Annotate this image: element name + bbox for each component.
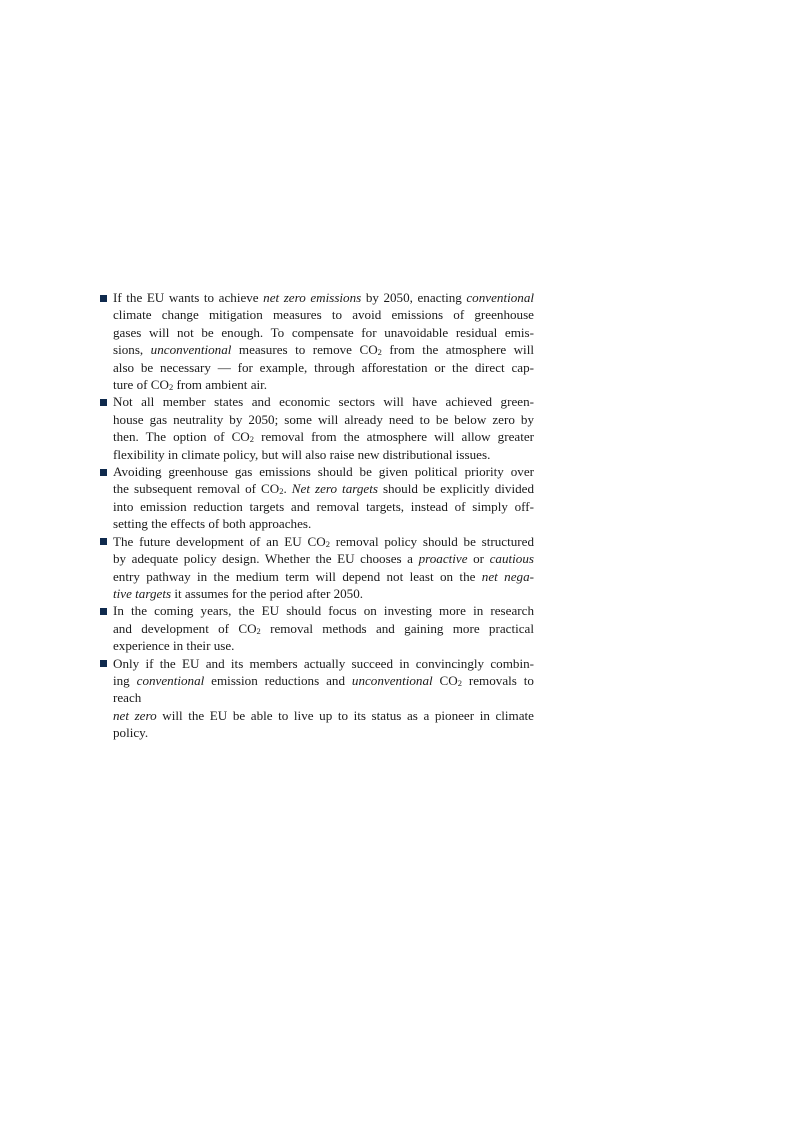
- text-run: entry pathway in the medium term will depend not least on the: [113, 568, 482, 584]
- text-run: from the atmosphere will: [381, 342, 534, 358]
- subscript: 2: [256, 625, 261, 636]
- text-line: [113, 324, 534, 341]
- text-line: [113, 724, 534, 741]
- text-run: or: [467, 551, 490, 567]
- text-line: [113, 393, 534, 410]
- text-line: [113, 707, 534, 724]
- bullet-item: [98, 602, 534, 654]
- bullet-item: [98, 655, 534, 742]
- subscript: 2: [377, 347, 382, 358]
- text-run: If the EU wants to achieve: [113, 290, 264, 305]
- italic-term: Net zero targets: [291, 481, 378, 497]
- subscript: 2: [169, 382, 174, 393]
- text-run: measures to remove CO: [231, 342, 378, 358]
- text-run: emission reductions and: [204, 672, 352, 688]
- text-run: setting the effects of both approaches.: [113, 516, 312, 532]
- text-run: flexibility in climate policy, but will also raise new distributional issues.: [113, 446, 491, 462]
- text-run: by adequate policy design. Whether the EU chooses a: [113, 551, 419, 567]
- recommendations-list: [98, 289, 534, 742]
- text-line: [113, 306, 534, 323]
- text-line: [113, 411, 534, 428]
- text-run: also be necessary — for example, through afforestation or the direct cap-: [113, 359, 534, 375]
- bullet-item: [98, 289, 534, 393]
- square-bullet-icon: [100, 295, 107, 302]
- text-line: [113, 428, 534, 445]
- text-run: In the coming years, the EU should focus on investing more in research: [113, 603, 534, 619]
- text-run: ing: [113, 672, 137, 688]
- text-line: [113, 359, 534, 376]
- square-bullet-icon: [100, 608, 107, 615]
- italic-term: unconventional: [150, 342, 232, 358]
- italic-term: net zero: [113, 707, 157, 723]
- text-line: [113, 341, 534, 358]
- text-line: [113, 498, 534, 515]
- text-line: [113, 515, 534, 532]
- text-run: removal from the atmosphere will allow greater: [254, 429, 535, 445]
- text-line: [113, 620, 534, 637]
- text-run: ture of CO: [113, 377, 170, 393]
- text-run: Only if the EU and its members actually succeed in convincingly combin-: [113, 655, 534, 671]
- text-run: the subsequent removal of CO: [113, 481, 280, 497]
- text-run: removal methods and gaining more practical: [260, 620, 534, 636]
- text-run: climate change mitigation measures to avoid emissions of greenhouse: [113, 307, 534, 323]
- italic-term: conventional: [136, 672, 205, 688]
- square-bullet-icon: [100, 469, 107, 476]
- text-run: it assumes for the period after 2050.: [171, 585, 364, 601]
- text-run: removals to reach: [113, 672, 534, 706]
- text-line: [113, 463, 534, 480]
- subscript: 2: [249, 434, 255, 445]
- text-run: house gas neutrality by 2050; some will already need to be below zero by: [113, 411, 534, 427]
- text-line: [113, 376, 534, 393]
- bullet-item: [98, 463, 534, 533]
- text-line: [113, 550, 534, 567]
- italic-term: tive targets: [113, 585, 172, 601]
- text-line: [113, 655, 534, 672]
- text-line: [113, 637, 534, 654]
- text-run: into emission reduction targets and removal targets, instead of simply off-: [113, 498, 534, 514]
- italic-term: net zero emissions: [263, 290, 362, 305]
- text-run: sions,: [113, 342, 151, 358]
- italic-term: proactive: [418, 551, 468, 567]
- text-run: will the EU be able to live up to its status as a pioneer in climate: [156, 707, 534, 723]
- text-run: then. The option of CO: [113, 429, 250, 445]
- text-run: experience in their use.: [113, 638, 235, 654]
- text-run: removal policy should be structured: [329, 533, 534, 549]
- text-run: from ambient air.: [173, 377, 268, 393]
- subscript: 2: [325, 538, 330, 549]
- italic-term: cautious: [489, 551, 534, 567]
- subscript: 2: [279, 486, 284, 497]
- text-line: [113, 568, 534, 585]
- text-run: by 2050, enacting: [361, 290, 467, 305]
- bullet-item: [98, 533, 534, 603]
- text-run: The future development of an EU CO: [113, 533, 326, 549]
- text-run: Avoiding greenhouse gas emissions should be given political priority over: [113, 464, 534, 480]
- text-line: [113, 289, 534, 306]
- text-line: [113, 446, 534, 463]
- text-run: and development of CO: [113, 620, 257, 636]
- italic-term: conventional: [466, 290, 535, 305]
- square-bullet-icon: [100, 399, 107, 406]
- square-bullet-icon: [100, 660, 107, 667]
- text-run: should be explicitly divided: [377, 481, 535, 497]
- text-run: CO: [432, 672, 458, 688]
- text-run: .: [283, 481, 292, 497]
- text-line: [113, 480, 534, 497]
- text-line: [113, 602, 534, 619]
- text-run: gases will not be enough. To compensate for unavoidable residual emis-: [113, 324, 534, 340]
- text-line: [113, 672, 534, 707]
- text-line: [113, 533, 534, 550]
- text-line: [113, 585, 534, 602]
- square-bullet-icon: [100, 538, 107, 545]
- text-run: Not all member states and economic sectors will have achieved green-: [113, 394, 534, 410]
- bullet-item: [98, 393, 534, 463]
- italic-term: net nega-: [481, 568, 534, 584]
- italic-term: unconventional: [351, 672, 433, 688]
- text-run: policy.: [113, 725, 149, 741]
- subscript: 2: [457, 677, 462, 688]
